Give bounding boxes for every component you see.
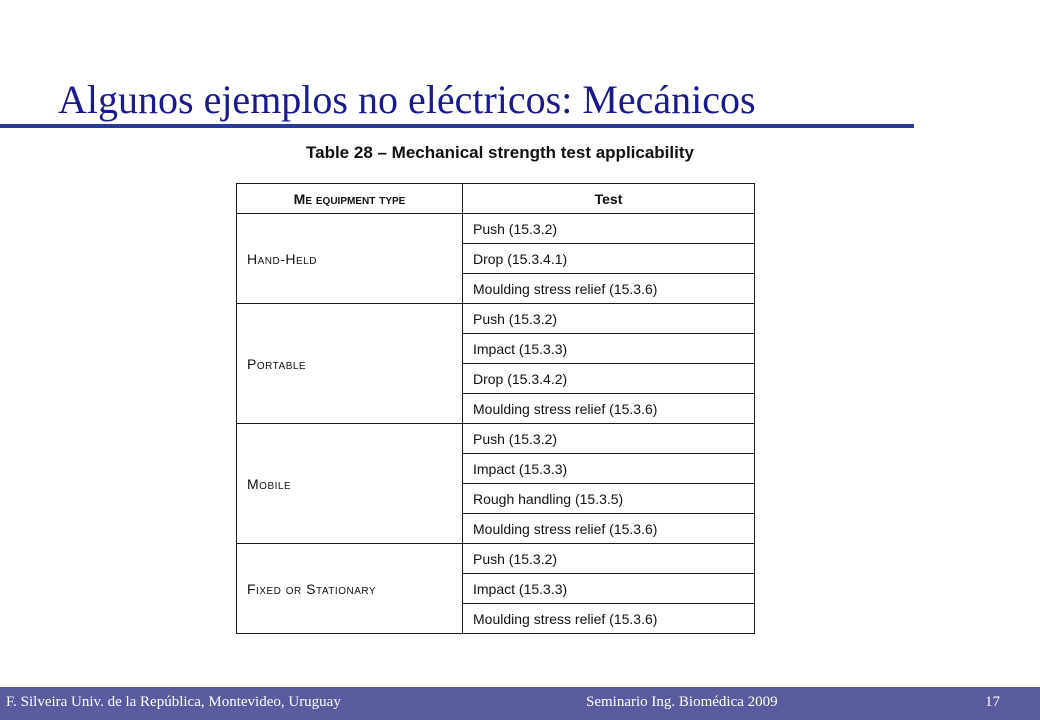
- test-cell: Moulding stress relief (15.3.6): [463, 394, 755, 424]
- table-caption: Table 28 – Mechanical strength test applicability: [306, 143, 694, 162]
- test-cell: Moulding stress relief (15.3.6): [463, 514, 755, 544]
- slide-title: Algunos ejemplos no eléctricos: Mecánicos: [58, 77, 756, 122]
- equipment-type-cell: Hand-Held: [237, 214, 463, 304]
- table-row: [237, 304, 755, 334]
- test-cell: Rough handling (15.3.5): [463, 484, 755, 514]
- equipment-type-cell: Portable: [237, 304, 463, 424]
- table-row: [237, 544, 755, 574]
- test-cell: Push (15.3.2): [463, 544, 755, 574]
- test-cell: Impact (15.3.3): [463, 454, 755, 484]
- test-cell: Push (15.3.2): [463, 424, 755, 454]
- test-cell: Moulding stress relief (15.3.6): [463, 604, 755, 634]
- footer-author: F. Silveira Univ. de la República, Montevideo, Uruguay: [6, 694, 341, 710]
- table-header-row: [237, 184, 755, 214]
- mechanical-test-table: [236, 183, 755, 634]
- equipment-type-cell: Fixed or Stationary: [237, 544, 463, 634]
- test-cell: Drop (15.3.4.1): [463, 244, 755, 274]
- equipment-type-cell: Mobile: [237, 424, 463, 544]
- table-body: [237, 214, 755, 634]
- table-row: [237, 214, 755, 244]
- test-cell: Drop (15.3.4.2): [463, 364, 755, 394]
- title-underline: [0, 124, 914, 128]
- column-header-equipment-type: Me equipment type: [237, 184, 463, 214]
- test-cell: Moulding stress relief (15.3.6): [463, 274, 755, 304]
- test-cell: Push (15.3.2): [463, 214, 755, 244]
- test-cell: Push (15.3.2): [463, 304, 755, 334]
- footer-bar: [0, 687, 1040, 720]
- column-header-test: Test: [463, 184, 755, 214]
- test-cell: Impact (15.3.3): [463, 334, 755, 364]
- table-row: [237, 424, 755, 454]
- page-number: 17: [985, 694, 1000, 710]
- footer-event: Seminario Ing. Biomédica 2009: [586, 694, 778, 710]
- test-cell: Impact (15.3.3): [463, 574, 755, 604]
